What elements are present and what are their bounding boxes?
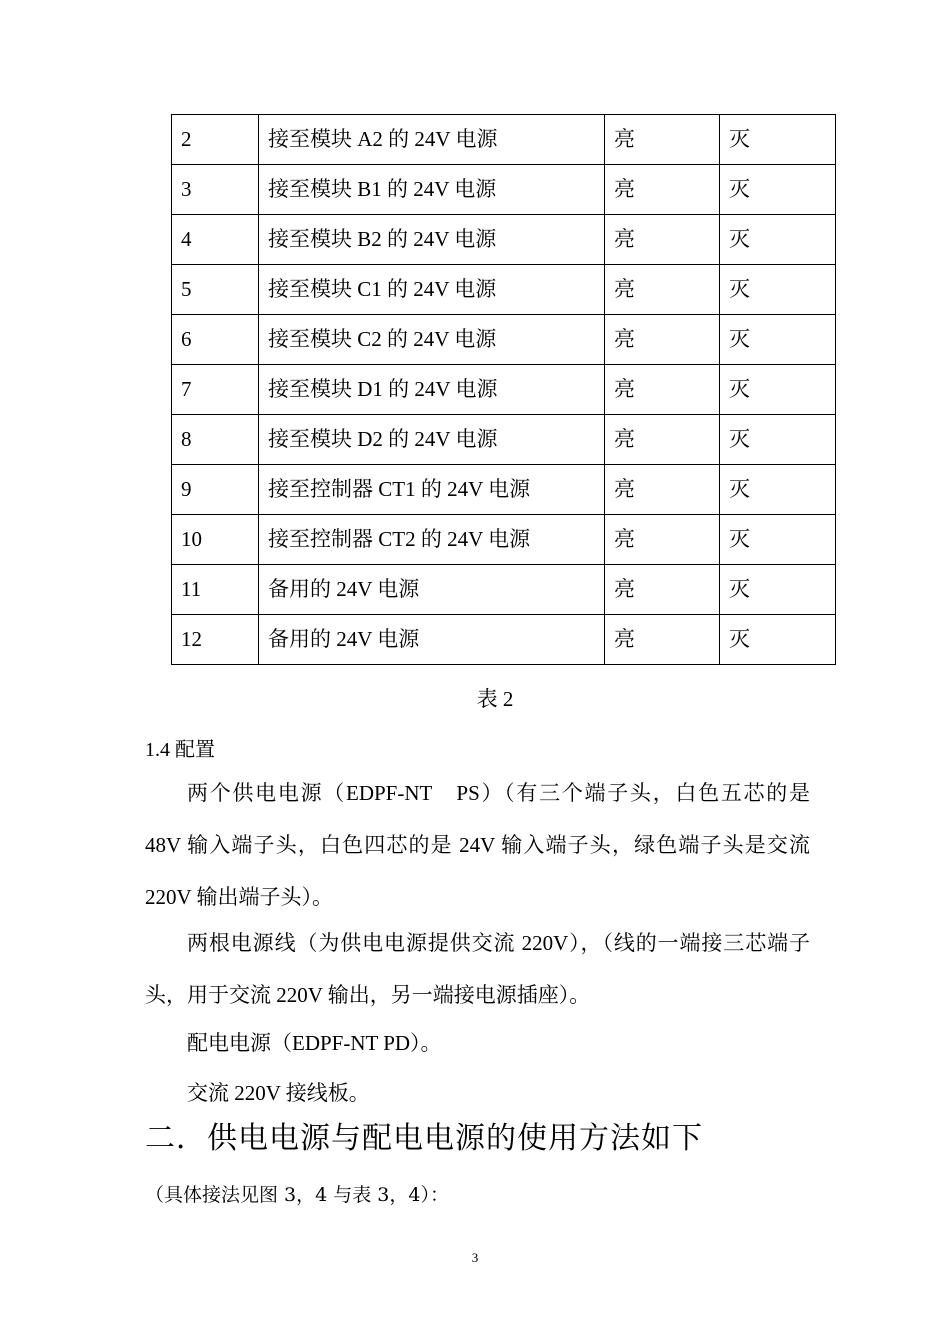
description-cell: 接至模块 D1 的 24V 电源 (259, 365, 605, 415)
row-number-cell: 4 (172, 215, 259, 265)
row-number-cell: 8 (172, 415, 259, 465)
off-state-cell: 灭 (720, 515, 836, 565)
power-table-body (172, 115, 836, 665)
on-state-cell: 亮 (605, 165, 720, 215)
paragraph-power-cable: 两根电源线（为供电电源提供交流 220V），（线的一端接三芯端子头，用于交流 220V 输出，另一端接电源插座）。 (145, 931, 810, 1007)
off-state-cell: 灭 (720, 315, 836, 365)
description-cell: 接至模块 A2 的 24V 电源 (259, 115, 605, 165)
description-cell: 接至控制器 CT1 的 24V 电源 (259, 465, 605, 515)
table-row (172, 465, 836, 515)
on-state-cell: 亮 (605, 265, 720, 315)
off-state-cell: 灭 (720, 215, 836, 265)
on-state-cell: 亮 (605, 465, 720, 515)
power-table (171, 114, 836, 665)
table-row (172, 165, 836, 215)
row-number-cell: 12 (172, 615, 259, 665)
off-state-cell: 灭 (720, 165, 836, 215)
off-state-cell: 灭 (720, 615, 836, 665)
row-number-cell: 7 (172, 365, 259, 415)
table-row (172, 565, 836, 615)
table-row (172, 365, 836, 415)
row-number-cell: 5 (172, 265, 259, 315)
table-row (172, 215, 836, 265)
on-state-cell: 亮 (605, 615, 720, 665)
off-state-cell: 灭 (720, 415, 836, 465)
description-cell: 接至模块 D2 的 24V 电源 (259, 415, 605, 465)
off-state-cell: 灭 (720, 565, 836, 615)
paragraph-distribution: 配电电源（EDPF-NT PD）。 (187, 1031, 442, 1055)
description-cell: 接至控制器 CT2 的 24V 电源 (259, 515, 605, 565)
description-cell: 接至模块 B2 的 24V 电源 (259, 215, 605, 265)
row-number-cell: 2 (172, 115, 259, 165)
description-cell: 备用的 24V 电源 (259, 615, 605, 665)
row-number-cell: 6 (172, 315, 259, 365)
on-state-cell: 亮 (605, 115, 720, 165)
description-cell: 备用的 24V 电源 (259, 565, 605, 615)
off-state-cell: 灭 (720, 465, 836, 515)
description-cell: 接至模块 B1 的 24V 电源 (259, 165, 605, 215)
row-number-cell: 3 (172, 165, 259, 215)
wiring-note: （具体接法见图 3，4 与表 3，4）： (145, 1184, 449, 1206)
section-heading: 1.4 配置 (145, 739, 215, 761)
table-row (172, 515, 836, 565)
off-state-cell: 灭 (720, 265, 836, 315)
on-state-cell: 亮 (605, 315, 720, 365)
table-row (172, 115, 836, 165)
on-state-cell: 亮 (605, 415, 720, 465)
row-number-cell: 10 (172, 515, 259, 565)
description-cell: 接至模块 C2 的 24V 电源 (259, 315, 605, 365)
on-state-cell: 亮 (605, 515, 720, 565)
table-caption: 表 2 (476, 687, 514, 711)
paragraph-power-supply: 两个供电电源（EDPF-NT PS）（有三个端子头，白色五芯的是 48V 输入端子头，白色四芯的是 24V 输入端子头，绿色端子头是交流 220V 输出端子头）。 (145, 781, 810, 909)
off-state-cell: 灭 (720, 115, 836, 165)
table-row (172, 265, 836, 315)
off-state-cell: 灭 (720, 365, 836, 415)
table-row (172, 415, 836, 465)
description-cell: 接至模块 C1 的 24V 电源 (259, 265, 605, 315)
chapter-heading: 二．供电电源与配电电源的使用方法如下 (145, 1121, 703, 1156)
on-state-cell: 亮 (605, 565, 720, 615)
table-row (172, 615, 836, 665)
page-number: 3 (471, 1250, 479, 1265)
on-state-cell: 亮 (605, 365, 720, 415)
paragraph-terminal-board: 交流 220V 接线板。 (187, 1081, 370, 1105)
row-number-cell: 9 (172, 465, 259, 515)
table-row (172, 315, 836, 365)
row-number-cell: 11 (172, 565, 259, 615)
on-state-cell: 亮 (605, 215, 720, 265)
